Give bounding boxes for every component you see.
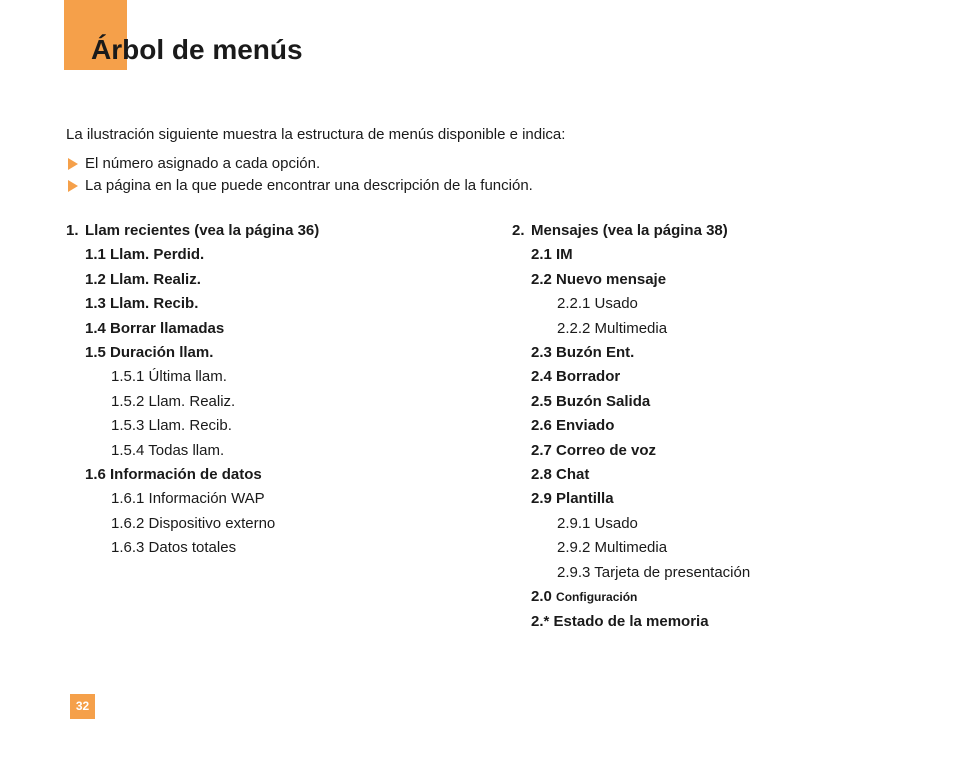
menu-heading-label: Mensajes (vea la página 38) — [531, 222, 728, 239]
menu-column-calls — [66, 219, 319, 561]
menu-item: 2.3 Buzón Ent. — [531, 344, 635, 362]
menu-column-messages — [512, 219, 750, 634]
menu-item: 2.9 Plantilla — [531, 490, 614, 508]
menu-item-config — [512, 585, 750, 609]
bullet-item — [66, 153, 533, 175]
menu-item: 2.4 Borrador — [531, 368, 621, 386]
page-number-badge: 32 — [70, 694, 95, 719]
menu-subitem: 1.6.1 Información WAP — [111, 490, 265, 508]
menu-subitem: 1.5.2 Llam. Realiz. — [111, 392, 236, 410]
bullet-item — [66, 175, 533, 197]
triangle-bullet-icon — [68, 180, 78, 192]
menu-item: 1.4 Borrar llamadas — [85, 319, 225, 337]
bullet-list — [66, 153, 533, 197]
menu-item: 2.* Estado de la memoria — [531, 612, 709, 630]
menu-item: 2.8 Chat — [531, 466, 590, 484]
menu-heading-number: 1. — [66, 222, 79, 239]
menu-subitem: 2.2.1 Usado — [557, 295, 638, 313]
menu-subitem: 2.9.3 Tarjeta de presentación — [557, 563, 751, 581]
triangle-bullet-icon — [68, 158, 78, 170]
menu-item-label: Configuración — [556, 590, 638, 605]
menu-subitem: 1.5.1 Última llam. — [111, 368, 227, 386]
bullet-text: La página en la que puede encontrar una descripción de la función. — [85, 177, 533, 194]
menu-item: 2.2 Nuevo mensaje — [531, 270, 667, 288]
menu-item: 2.5 Buzón Salida — [531, 392, 651, 410]
menu-item: 1.6 Información de datos — [85, 466, 262, 484]
menu-heading-messages — [512, 219, 750, 243]
menu-heading-label: Llam recientes (vea la página 36) — [85, 222, 320, 239]
menu-subitem: 1.6.3 Datos totales — [111, 539, 237, 557]
menu-heading-number: 2. — [512, 222, 525, 239]
menu-heading-calls — [66, 219, 319, 243]
menu-item: 2.7 Correo de voz — [531, 441, 657, 459]
menu-subitem: 2.2.2 Multimedia — [557, 319, 668, 337]
bullet-text: El número asignado a cada opción. — [85, 155, 321, 172]
menu-subitem: 1.5.3 Llam. Recib. — [111, 417, 232, 435]
menu-item: 2.1 IM — [531, 246, 573, 264]
intro-text: La ilustración siguiente muestra la estructura de menús disponible e indica: — [66, 126, 566, 143]
menu-subitem: 2.9.2 Multimedia — [557, 539, 668, 557]
menu-item: 1.1 Llam. Perdid. — [85, 246, 205, 264]
menu-item: 1.3 Llam. Recib. — [85, 295, 199, 313]
menu-item: 2.6 Enviado — [531, 417, 615, 435]
menu-item: 1.2 Llam. Realiz. — [85, 270, 201, 288]
menu-item-number: 2.0 — [531, 588, 552, 606]
menu-subitem: 1.5.4 Todas llam. — [111, 441, 225, 459]
page-title: Árbol de menús — [91, 34, 303, 65]
menu-item: 1.5 Duración llam. — [85, 344, 214, 362]
menu-subitem: 2.9.1 Usado — [557, 514, 638, 532]
menu-subitem: 1.6.2 Dispositivo externo — [111, 514, 276, 532]
